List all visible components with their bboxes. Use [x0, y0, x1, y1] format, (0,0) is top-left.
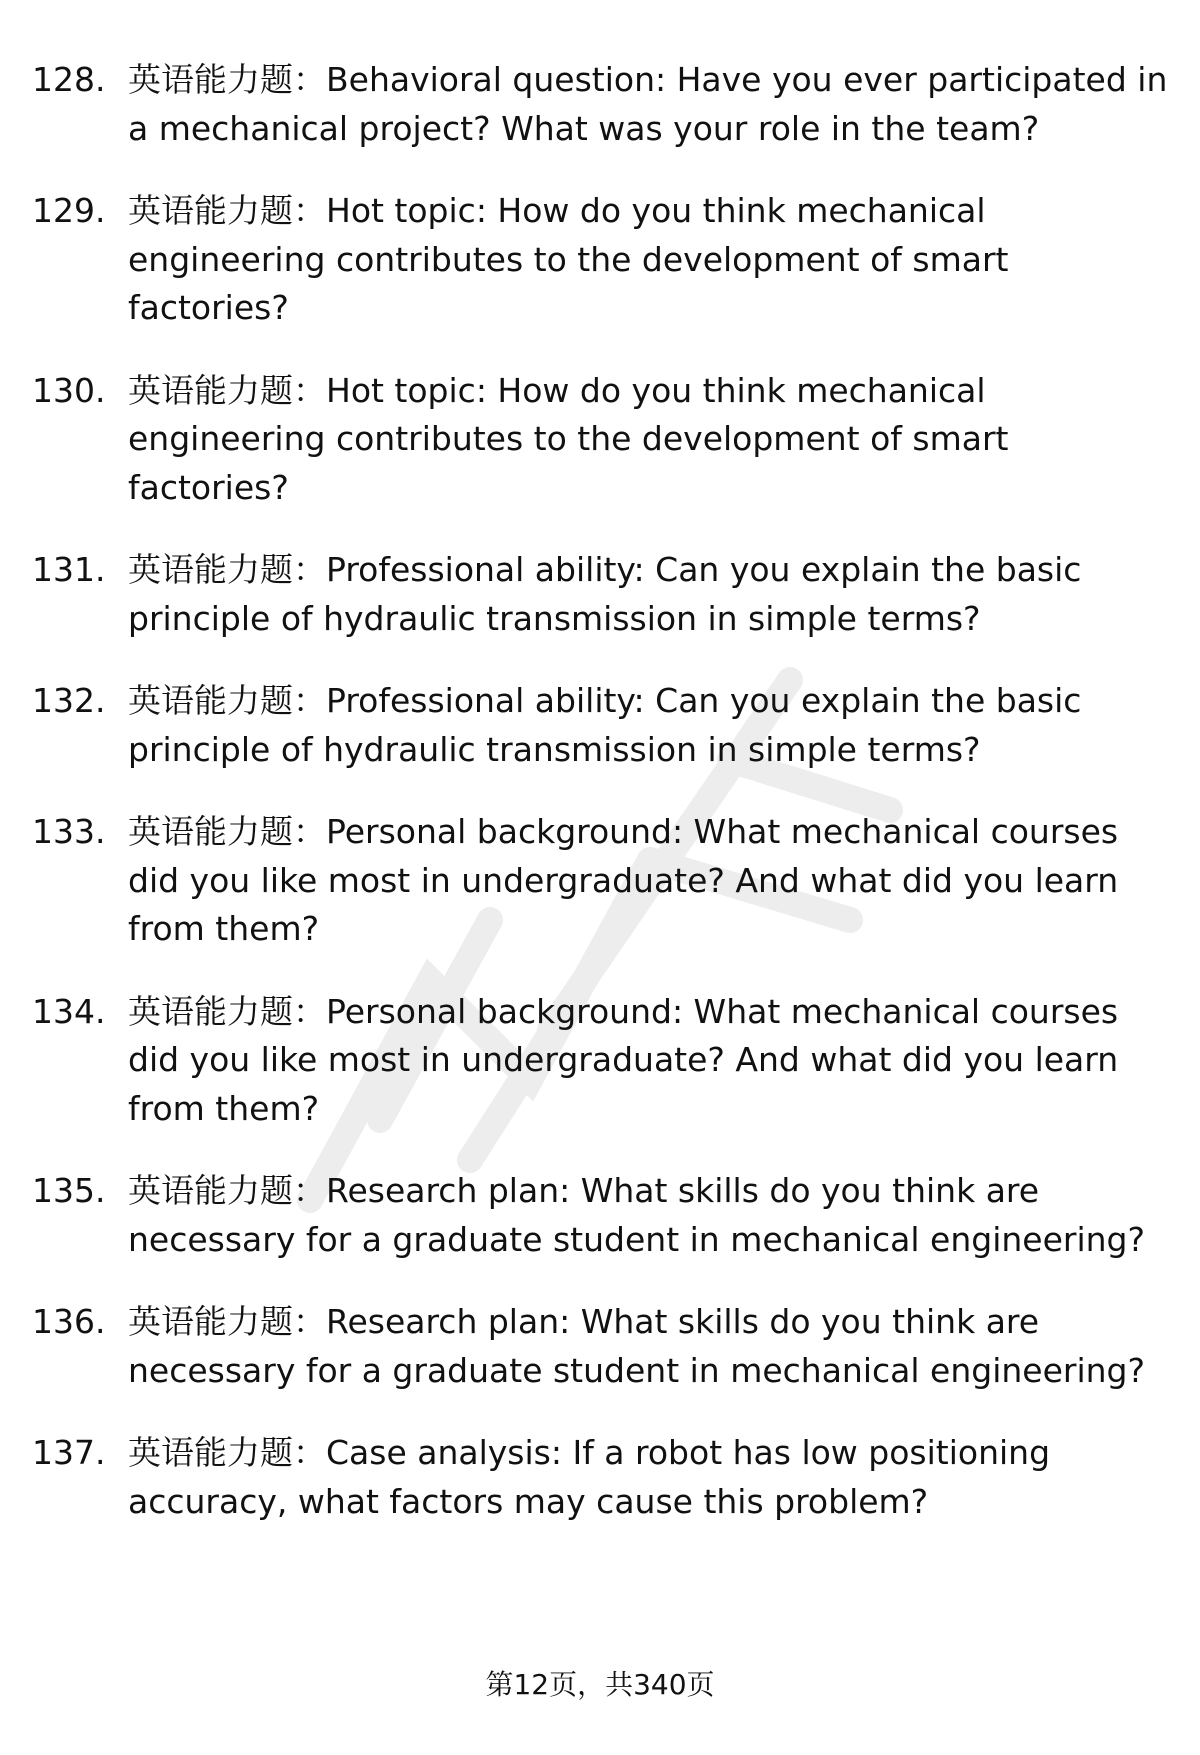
question-category: 英语能力题：: [128, 991, 326, 1031]
question-number: 135.: [32, 1171, 106, 1210]
question-item-134: [32, 988, 1172, 1134]
question-item-128: [32, 56, 1172, 153]
question-number: 130.: [32, 370, 106, 410]
question-text: [128, 546, 1172, 643]
question-text: [128, 808, 1172, 954]
question-item-132: [32, 677, 1172, 774]
question-body: Case analysis: If a robot has low positioning accuracy, what factors may cause this problem?: [128, 1433, 1051, 1521]
question-item-129: [32, 187, 1172, 333]
question-text: [128, 1429, 1172, 1526]
question-category: 英语能力题：: [128, 370, 326, 410]
question-body: Professional ability: Can you explain the basic principle of hydraulic transmission in simple terms?: [128, 550, 1082, 638]
question-item-133: [32, 808, 1172, 954]
question-text: [128, 1167, 1172, 1264]
question-category: 英语能力题：: [128, 550, 326, 589]
question-number: 136.: [32, 1302, 106, 1341]
question-text: [128, 56, 1172, 153]
question-number: 128.: [32, 60, 106, 99]
question-number: 131.: [32, 550, 106, 589]
question-category: 英语能力题：: [128, 681, 326, 720]
question-body: Professional ability: Can you explain the basic principle of hydraulic transmission in simple terms?: [128, 681, 1082, 769]
question-number: 137.: [32, 1433, 106, 1472]
question-item-135: [32, 1167, 1172, 1264]
question-body: Hot topic: How do you think mechanical engineering contributes to the development of smart factories?: [128, 370, 1009, 507]
question-category: 英语能力题：: [128, 1433, 326, 1472]
question-category: 英语能力题：: [128, 1171, 326, 1210]
question-number: 134.: [32, 991, 106, 1031]
question-item-130: [32, 367, 1172, 513]
question-body: Personal background: What mechanical courses did you like most in undergraduate? And what did you learn from them?: [128, 991, 1119, 1128]
question-text: [128, 187, 1172, 333]
question-body: Research plan: What skills do you think are necessary for a graduate student in mechanical engineering?: [128, 1171, 1146, 1259]
question-category: 英语能力题：: [128, 191, 326, 230]
question-number: 132.: [32, 681, 106, 720]
question-body: Hot topic: How do you think mechanical engineering contributes to the development of smart factories?: [128, 191, 1009, 327]
question-text: [128, 1298, 1172, 1395]
question-item-131: [32, 546, 1172, 643]
question-list: [32, 56, 1172, 1560]
question-category: 英语能力题：: [128, 812, 326, 851]
question-body: Behavioral question: Have you ever participated in a mechanical project? What was your role in the team?: [128, 60, 1168, 148]
question-number: 133.: [32, 812, 106, 851]
question-item-136: [32, 1298, 1172, 1395]
question-item-137: [32, 1429, 1172, 1526]
question-category: 英语能力题：: [128, 60, 326, 99]
question-text: [128, 988, 1172, 1134]
question-body: Research plan: What skills do you think are necessary for a graduate student in mechanical engineering?: [128, 1302, 1146, 1390]
question-text: [128, 367, 1172, 513]
page-footer: 第12页，共340页: [485, 1668, 715, 1701]
question-body: Personal background: What mechanical courses did you like most in undergraduate? And what did you learn from them?: [128, 812, 1119, 948]
question-category: 英语能力题：: [128, 1302, 326, 1341]
question-number: 129.: [32, 191, 106, 230]
question-text: [128, 677, 1172, 774]
